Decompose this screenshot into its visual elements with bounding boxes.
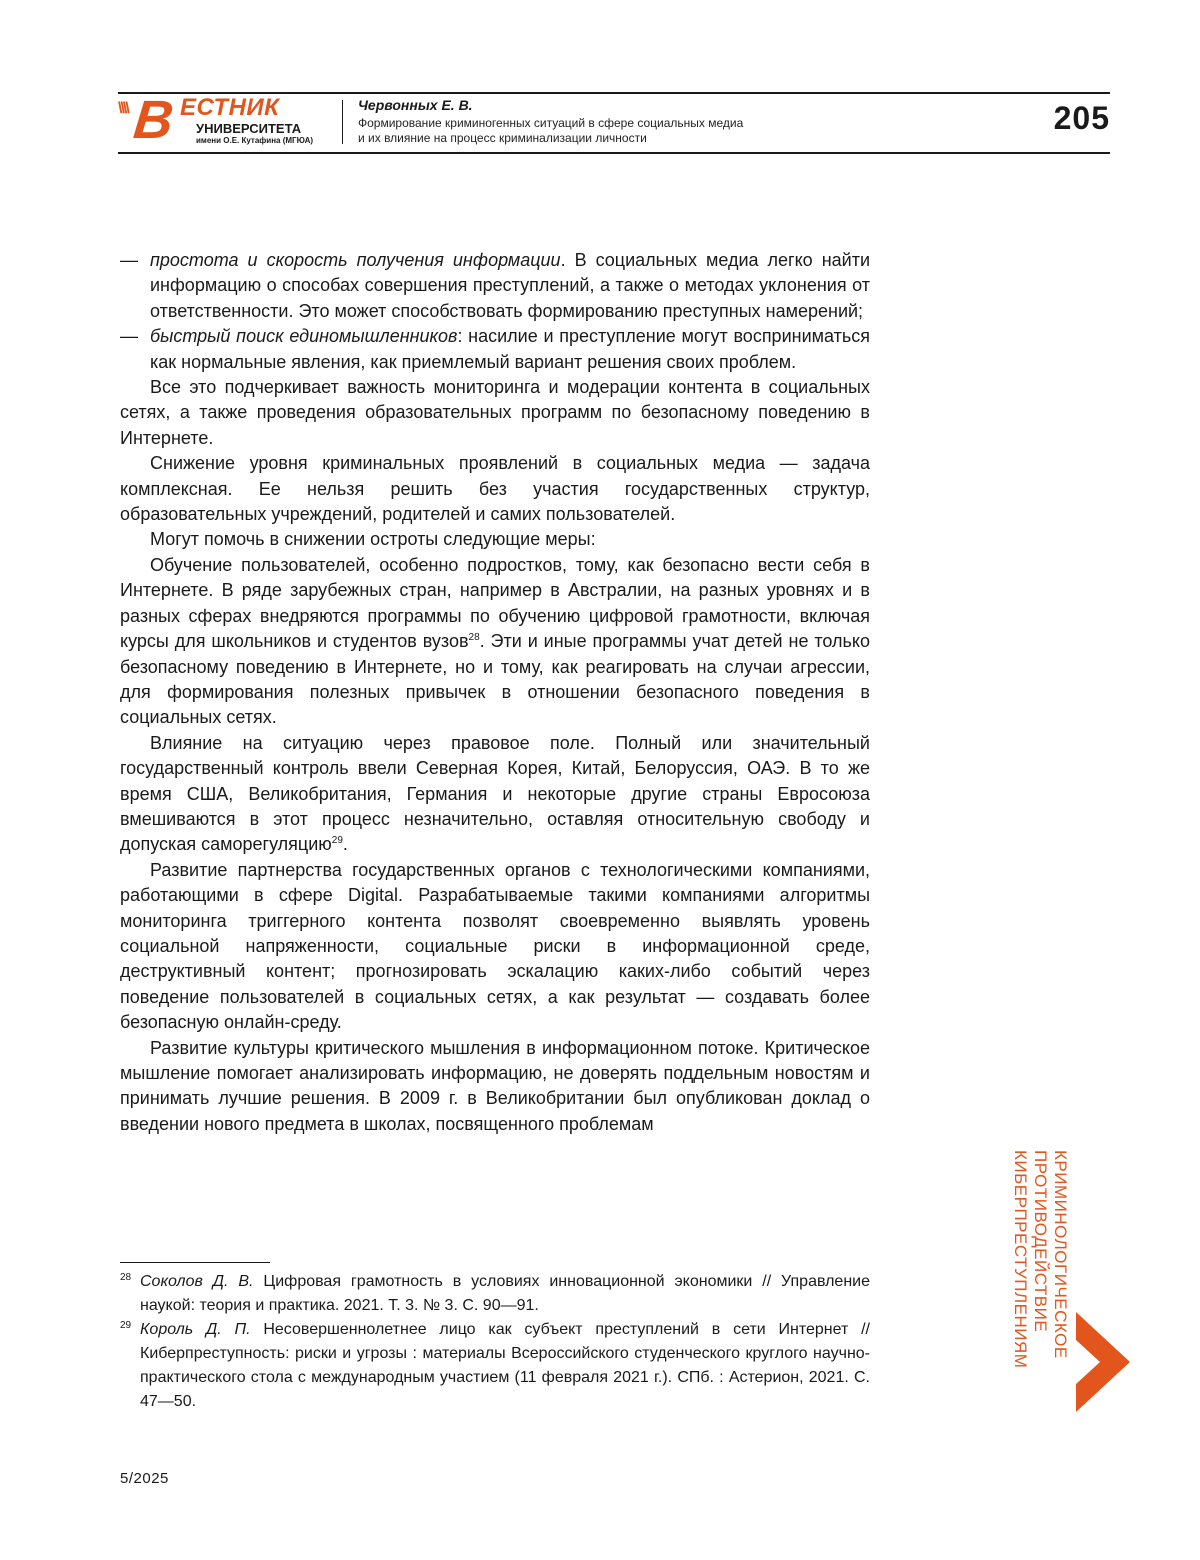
list-item-emphasis: простота и скорость получения информации xyxy=(150,250,561,270)
logo-title: ЕСТНИК xyxy=(180,94,279,122)
footnote xyxy=(120,1318,870,1414)
paragraph-text: Обучение пользователей, особенно подростков, тому, как безопасно вести себя в Интернете. В ряде зарубежных стран, например в Австралии, на разных уровнях и в разных сферах внедряются программы по обучению цифровой грамотности, включая курсы для школьников и студентов вузов xyxy=(120,555,870,651)
paragraph-text: . Эти и иные программы учат детей не только безопасному поведению в Интернете, но и тому, как реагировать на случаи агрессии, для формирования полезных привычек в отношении безопасного поведения в социальных сетях. xyxy=(120,631,870,727)
paragraph: Развитие культуры критического мышления в информационном потоке. Критическое мышление помогает анализировать информацию, не доверять поддельным новостям и принимать лучшие решения. В 2009 г. в Великобритании был опубликован доклад о введении нового предмета в школах, посвященного проблемам xyxy=(120,1036,870,1138)
rubric-line-2: ПРОТИВОДЕЙСТВИЕ xyxy=(1030,1150,1050,1420)
logo-subtitle: УНИВЕРСИТЕТА xyxy=(196,121,301,136)
list-item-text: . В социальных медиа легко найти информацию о способах совершения преступлений, а также о методах уклонения от ответственности. Это может способствовать формированию преступных намерений; xyxy=(150,250,870,321)
rubric-arrow-icon xyxy=(1076,1312,1130,1412)
rubric-line-3: КИБЕРПРЕСТУПЛЕНИЯМ xyxy=(1010,1150,1030,1420)
paragraph-text: Влияние на ситуацию через правовое поле. Полный или значительный государственный контроль ввели Северная Корея, Китай, Белоруссия, ОАЭ. В то же время США, Великобритания, Германия и некоторые другие страны Евросоюза вмешиваются в этот процесс незначительно, оставляя относительную свободу и допуская саморегуляцию xyxy=(120,733,870,855)
dash-marker: — xyxy=(120,324,138,349)
journal-logo xyxy=(118,92,328,152)
issue-number: 5/2025 xyxy=(120,1470,169,1487)
footnote-ref[interactable]: 28 xyxy=(469,632,480,643)
running-header xyxy=(118,92,1110,154)
footnotes xyxy=(120,1270,870,1414)
footnote-text: Цифровая грамотность в условиях инновационной экономики // Управление наукой: теория и практика. 2021. Т. 3. № 3. С. 90—91. xyxy=(140,1273,870,1314)
list-item xyxy=(120,248,870,324)
header-title-line-2: и их влияние на процесс криминализации личности xyxy=(358,131,918,146)
header-divider xyxy=(342,100,343,144)
footnote-author: Соколов Д. В. xyxy=(140,1273,253,1290)
paragraph-text: . xyxy=(343,834,348,854)
article-body xyxy=(120,248,870,1137)
logo-stripes-icon: \\\\ xyxy=(118,100,128,118)
dash-marker: — xyxy=(120,248,138,273)
logo-university-name: имени О.Е. Кутафина (МГЮА) xyxy=(196,136,313,145)
paragraph: Снижение уровня криминальных проявлений в социальных медиа — задача комплексная. Ее нельзя решить без участия государственных структур, образовательных учреждений, родителей и самих пользователей. xyxy=(120,451,870,527)
header-article-title xyxy=(358,116,918,146)
footnote xyxy=(120,1270,870,1318)
paragraph: Развитие партнерства государственных органов с технологическими компаниями, работающими в сфере Digital. Разрабатываемые такими компаниями алгоритмы мониторинга триггерного контента позволят своевременно выявлять уровень социальной напряженности, социальные риски в информационной среде, деструктивный контент; прогнозировать эскалацию каких-либо событий через поведение пользователей в социальных сетях, а как результат — создавать более безопасную онлайн-среду. xyxy=(120,858,870,1036)
rubric-text xyxy=(1010,1150,1070,1420)
paragraph xyxy=(120,731,870,858)
footnote-text: Несовершеннолетнее лицо как субъект преступлений в сети Интернет // Киберпреступность: риски и угрозы : материалы Всероссийского студенческого круглого научно-практического стола с международным участием (11 февраля 2021 г.). СПб. : Астерион, 2021. С. 47—50. xyxy=(140,1321,870,1410)
page-number: 205 xyxy=(1054,100,1110,137)
list-item-emphasis: быстрый поиск единомышленников xyxy=(150,326,457,346)
logo-letter: В xyxy=(131,92,176,148)
footnote-number: 29 xyxy=(120,1314,131,1338)
footnote-number: 28 xyxy=(120,1266,131,1290)
paragraph: Все это подчеркивает важность мониторинга и модерации контента в социальных сетях, а также проведения образовательных программ по безопасному поведению в Интернете. xyxy=(120,375,870,451)
header-author: Червонных Е. В. xyxy=(358,97,473,113)
paragraph: Могут помочь в снижении остроты следующие меры: xyxy=(120,527,870,552)
header-title-line-1: Формирование криминогенных ситуаций в сфере социальных медиа xyxy=(358,116,918,131)
rubric-line-1: КРИМИНОЛОГИЧЕСКОЕ xyxy=(1050,1150,1070,1420)
footnote-author: Король Д. П. xyxy=(140,1321,251,1338)
list-item xyxy=(120,324,870,375)
footnote-rule xyxy=(120,1262,270,1263)
footnote-ref[interactable]: 29 xyxy=(332,835,343,846)
list-item-text: : насилие и преступление могут восприниматься как нормальные явления, как приемлемый вариант решения своих проблем. xyxy=(150,326,870,371)
paragraph xyxy=(120,553,870,731)
section-rubric xyxy=(1000,1150,1070,1420)
